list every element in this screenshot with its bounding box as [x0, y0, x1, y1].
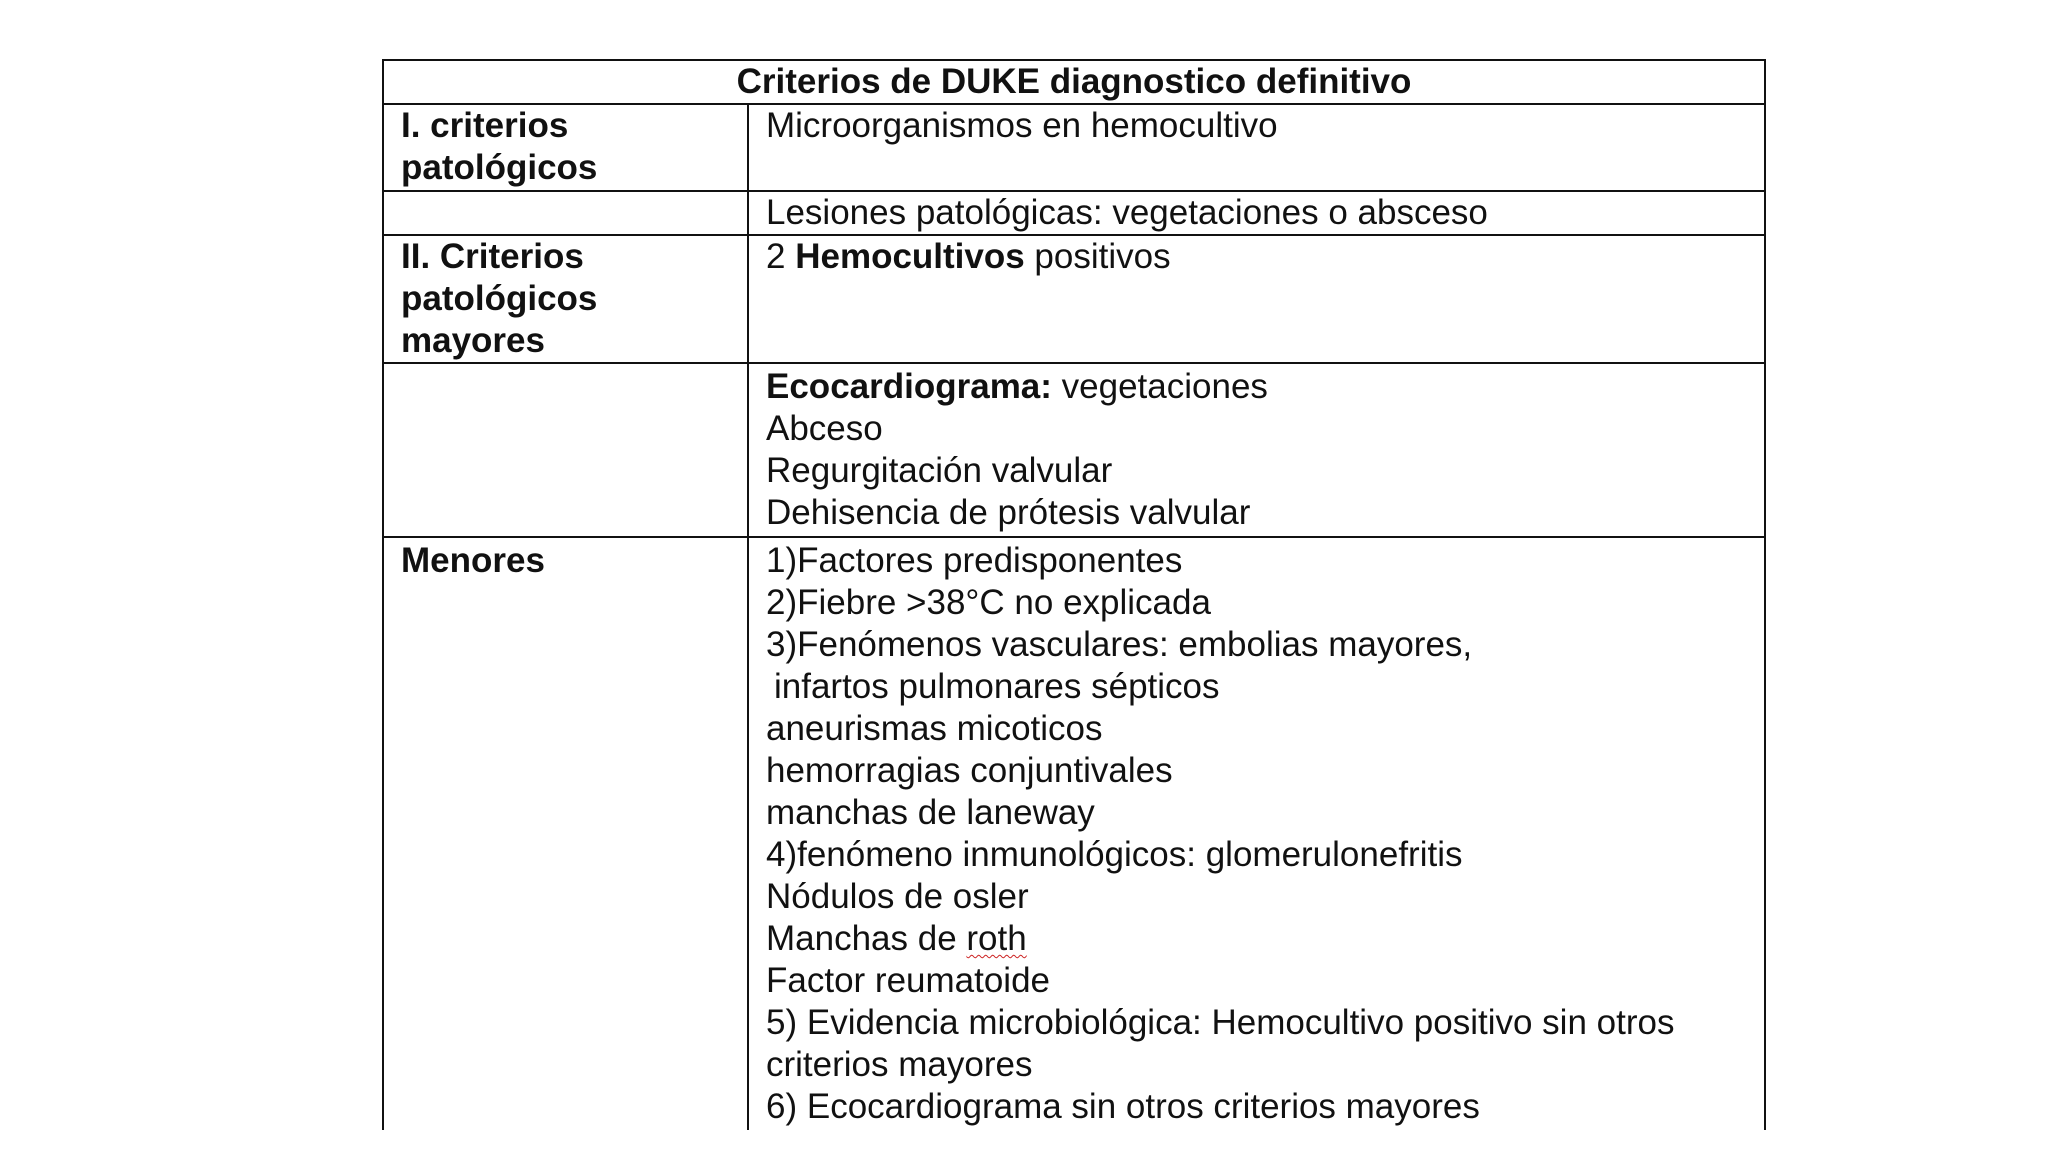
row-content-menores	[748, 537, 1765, 1130]
row-label-criterios-mayores: II. Criterios patológicos mayores	[383, 235, 748, 363]
list-item: 4)fenómeno inmunológicos: glomerulonefritis	[766, 835, 1463, 874]
table-row	[383, 191, 1765, 235]
ecocardiograma-line	[766, 366, 1756, 408]
list-item: 6) Ecocardiograma sin otros criterios mayores	[766, 1087, 1480, 1126]
list-item: criterios mayores	[766, 1045, 1033, 1084]
list-item: hemorragias conjuntivales	[766, 751, 1173, 790]
row-content-hemocultivos	[748, 235, 1765, 363]
list-item: 3)Fenómenos vasculares: embolias mayores,	[766, 625, 1473, 664]
manchas-de-prefix: Manchas de	[766, 919, 967, 958]
list-item: manchas de laneway	[766, 793, 1095, 832]
hemocultivos-bold: Hemocultivos	[795, 237, 1025, 276]
hemocultivos-suffix: positivos	[1024, 237, 1171, 276]
list-item	[766, 918, 1756, 960]
row-label-menores: Menores	[383, 537, 748, 1130]
ecocardiograma-detail: Regurgitación valvular	[766, 451, 1113, 490]
list-item: Factor reumatoide	[766, 961, 1051, 1000]
row-content-ecocardiograma	[748, 363, 1765, 537]
menores-list	[766, 540, 1756, 1128]
list-item: aneurismas micoticos	[766, 709, 1103, 748]
table-title-row	[383, 60, 1765, 104]
ecocardiograma-detail: Abceso	[766, 409, 883, 448]
list-item: 5) Evidencia microbiológica: Hemocultivo positivo sin otros	[766, 1003, 1675, 1042]
list-item: infartos pulmonares sépticos	[774, 667, 1220, 706]
row-content-microorganismos: Microorganismos en hemocultivo	[748, 104, 1765, 191]
row-content-lesiones: Lesiones patológicas: vegetaciones o absceso	[748, 191, 1765, 235]
ecocardiograma-detail: Dehisencia de prótesis valvular	[766, 493, 1251, 532]
row-label-empty	[383, 191, 748, 235]
duke-criteria-table	[382, 59, 1766, 1130]
ecocardiograma-rest: vegetaciones	[1051, 367, 1268, 406]
list-item: 2)Fiebre >38°C no explicada	[766, 583, 1211, 622]
list-item: Nódulos de osler	[766, 877, 1029, 916]
row-label-criterios-patologicos: I. criterios patológicos	[383, 104, 748, 191]
table-row	[383, 363, 1765, 537]
table-row	[383, 104, 1765, 191]
table-row	[383, 537, 1765, 1130]
spellcheck-marked-word: roth	[966, 919, 1027, 958]
row-label-empty	[383, 363, 748, 537]
table-row	[383, 235, 1765, 363]
list-item: 1)Factores predisponentes	[766, 541, 1183, 580]
table-title: Criterios de DUKE diagnostico definitivo	[383, 60, 1765, 104]
ecocardiograma-bold: Ecocardiograma:	[766, 367, 1052, 406]
hemocultivos-prefix: 2	[766, 237, 796, 276]
